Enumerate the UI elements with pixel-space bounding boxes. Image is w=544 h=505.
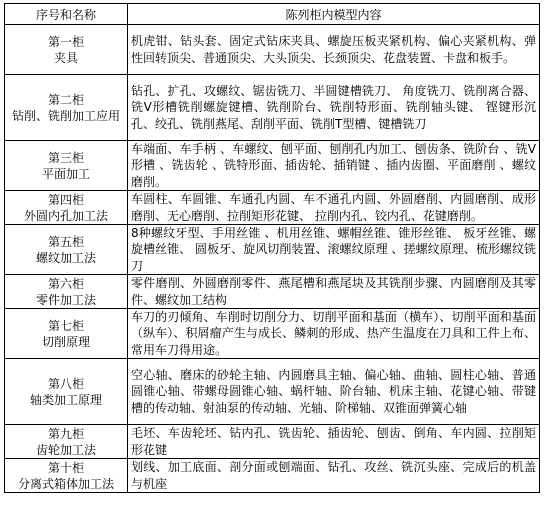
cabinet-content-table <box>4 3 540 493</box>
cabinet-number: 第二柜 <box>47 92 84 107</box>
cabinet-number: 第五柜 <box>47 234 84 249</box>
cabinet-number: 第九柜 <box>47 426 84 441</box>
table-row <box>5 459 540 493</box>
cabinet-name-cell <box>5 459 128 493</box>
table-row <box>5 25 540 75</box>
cabinet-name-cell <box>5 309 128 359</box>
cabinet-content: 车端面、车手柄 、车螺纹、刨平面、刨削孔内加工、刨齿条、铣阶台 、铣V形槽 、铣齿轮 、铣特形面、插齿轮、插销键 、插内齿圈、平面磨削 、螺纹磨削。 <box>128 141 540 191</box>
cabinet-name-cell <box>5 141 128 191</box>
cabinet-title: 平面加工 <box>41 166 90 181</box>
cabinet-number: 第八柜 <box>47 376 84 391</box>
cabinet-title: 切削原理 <box>41 334 90 349</box>
cabinet-name-cell <box>5 191 128 225</box>
cabinet-title: 零件加工法 <box>35 292 96 307</box>
cabinet-content: 毛坯、车齿轮坯、钻内孔、铣齿轮、插齿轮、刨齿、倒角、车内圆、拉削矩形花键 <box>128 425 540 459</box>
cabinet-content: 钻孔、扩孔、攻螺纹、锯齿铣刀、半圆键槽铣刀、 角度铣刀、铣削离合器、铣V形槽铣削螺旋键槽、铣削阶台、铣削特形面、铣削轴头键、 铿键形沉孔、绞孔、铣削燕尾、刮削平面、铣削T型槽、键槽铣刀 <box>128 75 540 141</box>
cabinet-title: 夹具 <box>53 50 78 65</box>
table-row <box>5 359 540 425</box>
header-content: 陈列柜内模型内容 <box>128 4 540 25</box>
cabinet-number: 第四柜 <box>47 192 84 207</box>
cabinet-number: 第三柜 <box>47 150 84 165</box>
cabinet-title: 螺纹加工法 <box>35 250 96 265</box>
cabinet-number: 第十柜 <box>47 460 84 475</box>
cabinet-number: 第六柜 <box>47 276 84 291</box>
cabinet-number: 第七柜 <box>47 318 84 333</box>
cabinet-content: 车圆柱、车圆锥、车通孔内圆、车不通孔内圆、外圆磨削、内圆磨削、成形磨削、无心磨削、拉削矩形花键、 拉削内孔、铰内孔、花键磨削。 <box>128 191 540 225</box>
cabinet-name-cell <box>5 75 128 141</box>
table-row <box>5 275 540 309</box>
cabinet-name-cell <box>5 359 128 425</box>
table-row <box>5 191 540 225</box>
cabinet-content: 车刀的刃倾角、车削时切削分力、切削平面和基面（横车）、切削平面和基面（纵车）、积屑瘤产生与成长、鳞刺的形成、热产生温度在刀具和工件上布、常用车刀得用途。 <box>128 309 540 359</box>
header-name: 序号和名称 <box>5 4 128 25</box>
table-row <box>5 141 540 191</box>
table-row <box>5 309 540 359</box>
cabinet-content: 零件磨削、外圆磨削零件、燕尾槽和燕尾块及其铣削步骤、内圆磨削及其零件、螺纹加工结构 <box>128 275 540 309</box>
table-row <box>5 225 540 275</box>
cabinet-content: 8种螺纹牙型、手用丝锥 、机用丝锥、螺帽丝锥、锥形丝锥、 板牙丝锥、螺旋槽丝锥、 圆板牙、旋风切削装置、滚螺纹原理 、搓螺纹原理、梳形螺纹铣刀 <box>128 225 540 275</box>
cabinet-title: 外圆内孔加工法 <box>23 208 108 223</box>
table-row <box>5 75 540 141</box>
cabinet-number: 第一柜 <box>47 34 84 49</box>
cabinet-title: 分离式箱体加工法 <box>17 476 114 491</box>
cabinet-content: 机虎钳、钻头套、固定式钻床夹具、螺旋压板夹紧机构、偏心夹紧机构、弹性回转顶尖、普通顶尖、大头顶尖、长颈顶尖、花盘装置、卡盘和板手。 <box>128 25 540 75</box>
cabinet-title: 轴类加工原理 <box>29 392 102 407</box>
cabinet-title: 钻削、铣削加工应用 <box>11 108 120 123</box>
cabinet-name-cell <box>5 25 128 75</box>
cabinet-name-cell <box>5 425 128 459</box>
table-row <box>5 425 540 459</box>
cabinet-name-cell <box>5 225 128 275</box>
cabinet-name-cell <box>5 275 128 309</box>
cabinet-content: 空心轴、磨床的砂轮主轴、内圆磨具主轴、偏心轴、曲轴、圆柱心轴、普通圆锥心轴、带螺母圆锥心轴、蜗杆轴、阶台轴、机床主轴、花键心轴、带键槽的传动轴、射油泵的传动轴、光轴、阶梯轴、双锥面弹簧心轴 <box>128 359 540 425</box>
table-header-row <box>5 4 540 25</box>
cabinet-content: 划线、加工底面、剖分面或刨端面、钻孔、攻丝、铣沉头座、完成后的机盖与机座 <box>128 459 540 493</box>
cabinet-title: 齿轮加工法 <box>35 442 96 457</box>
